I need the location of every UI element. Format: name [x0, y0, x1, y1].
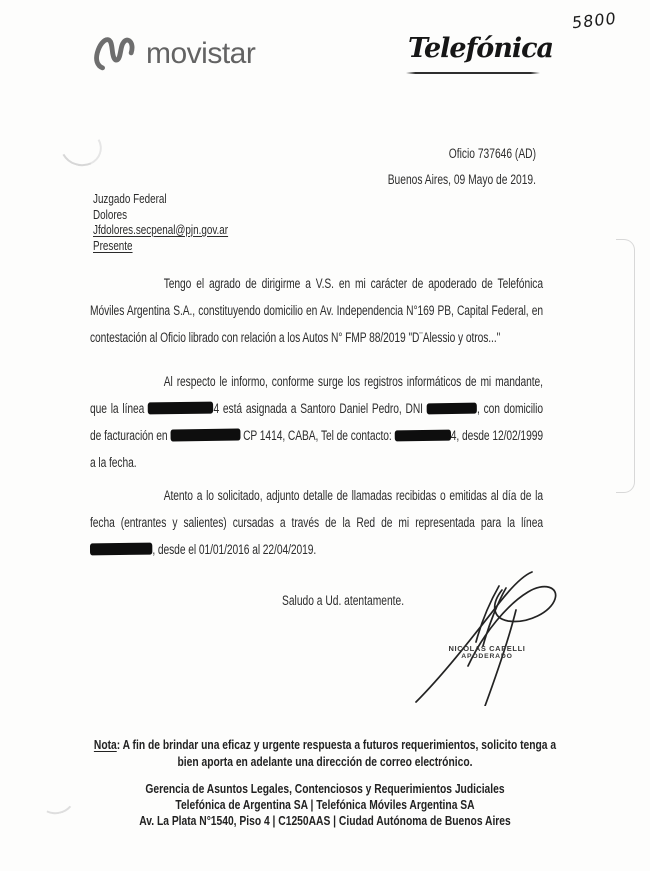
footer-address: Av. La Plata N°1540, Piso 4 | C1250AAS | Ciudad Autónoma de Buenos Aires [139, 813, 511, 829]
movistar-wordmark: movistar [146, 37, 256, 70]
signature-stamp [446, 644, 528, 660]
p2-text: 4 está asignada a Santoro Daniel Pedro, DNI [213, 401, 427, 416]
redaction-bar-contact [394, 430, 450, 442]
p3-text: Atento a lo solicitado, adjunto detalle de llamadas recibidas o emitidas al día de la fecha (entrantes y salientes) cursadas a través de la Red de mi representada para la línea [90, 488, 543, 530]
scan-smudge [55, 122, 107, 171]
nota-label: Nota [93, 737, 117, 752]
nota-text: : A fin de brindar una eficaz y urgente respuesta a futuros requerimientos, solicito tenga a bien aporta en adelante una dirección de correo electrónico. [116, 737, 557, 769]
letter-date: Buenos Aires, 09 Mayo de 2019. [387, 172, 536, 187]
letter-meta [293, 141, 536, 192]
recipient-city: Dolores [93, 206, 128, 222]
p2-text: 4, desde 12/02/1999 a la fecha. [90, 428, 543, 470]
p3-text: , desde el 01/01/2016 al 22/04/2019. [152, 542, 317, 557]
handwritten-number: 5800 [571, 8, 617, 33]
telefonica-underline [406, 72, 540, 74]
paragraph-intro: Tengo el agrado de dirigirme a V.S. en mi carácter de apoderado de Telefónica Móviles Argentina S.A., constituyendo domicilio en Av. Independencia N°169 PB, Capital Federal, en contestación al Oficio librado con relación a los Autos N° FMP 88/2019 "D¨Alessio y otros..." [90, 276, 543, 345]
redaction-bar-line [90, 543, 152, 556]
p2-text: Al respecto le informo, conforme surge los registros informáticos de mi mandante, que la línea [90, 374, 543, 416]
redaction-bar-address [170, 429, 240, 442]
footer-companies: Telefónica de Argentina SA | Telefónica Móviles Argentina SA [175, 797, 475, 813]
oficio-number: Oficio 737646 (AD) [448, 146, 536, 161]
movistar-m-icon [92, 28, 136, 76]
redaction-bar-dni [427, 403, 477, 415]
scan-smudge [38, 785, 77, 818]
p2-text: , con domicilio de facturación en [90, 401, 543, 443]
recipient-email: Jfdolores.secpenal@pjn.gov.ar [93, 222, 229, 238]
paragraph-attachment [90, 482, 543, 563]
recipient-court: Juzgado Federal [93, 191, 167, 206]
signer-name: NICOLAS CAPELLI [448, 644, 526, 653]
redaction-bar-phone [148, 402, 213, 415]
paragraph-line-info [90, 368, 543, 476]
recipient-present: Presente [93, 237, 133, 253]
signer-title: APODERADO [461, 653, 513, 660]
movistar-logo [92, 28, 255, 76]
recipient-block [93, 191, 321, 253]
telefonica-logo: Telefónica [408, 33, 554, 64]
scan-edge-artifact [616, 239, 635, 493]
signature-scribble [412, 568, 562, 711]
p2-text: CP 1414, CABA, Tel de contacto: [240, 428, 395, 443]
nota-block [91, 737, 559, 770]
letter-footer [91, 781, 559, 830]
footer-department: Gerencia de Asuntos Legales, Contenciosos y Requerimientos Judiciales [145, 781, 505, 796]
closing-salutation: Saludo a Ud. atentamente. [282, 593, 405, 608]
